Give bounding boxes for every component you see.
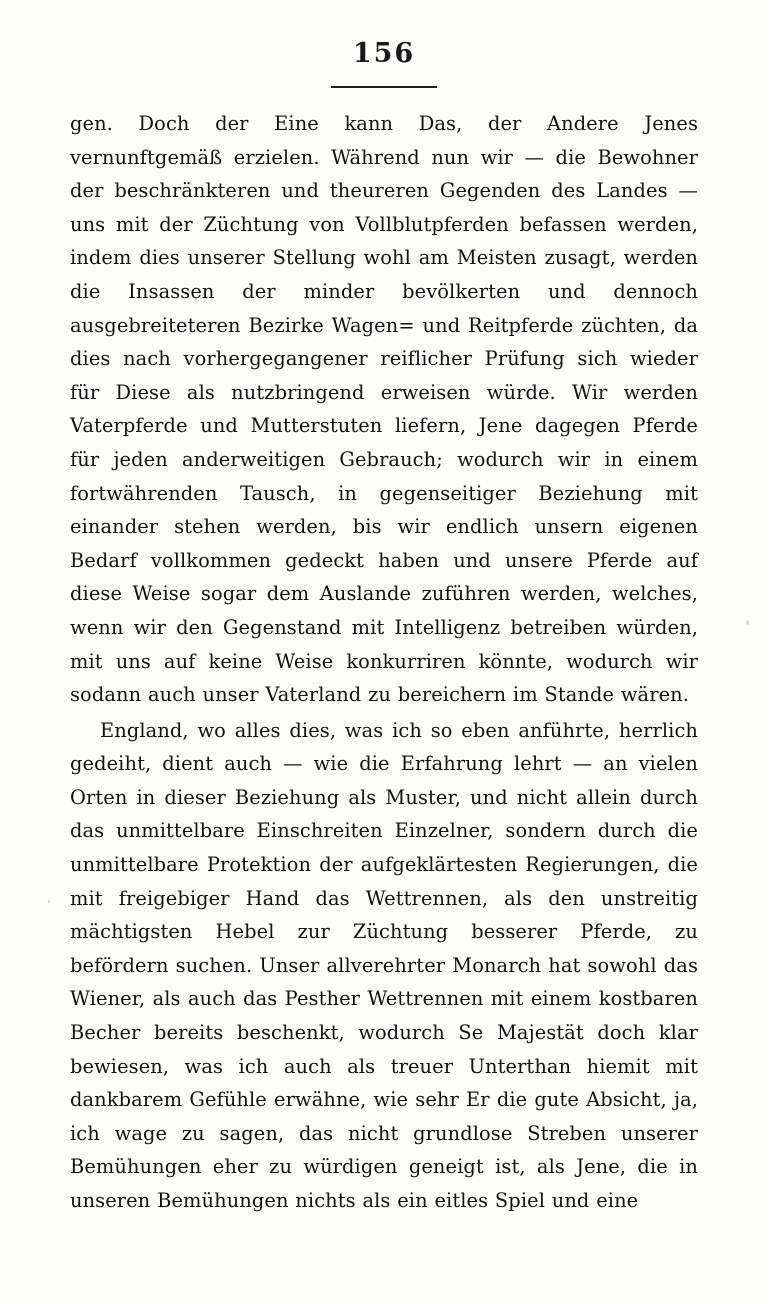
page-speck xyxy=(746,620,749,625)
page-body xyxy=(70,107,698,1218)
page-header xyxy=(0,38,768,69)
paragraph-2: England, wo alles dies, was ich so eben anführte, herrlich gedeiht, dient auch — wie die Erfahrung lehrt — an vielen Orten in dieser Beziehung als Muster, und nicht allein durch das unmittelbare Einschreiten Einzelner, sondern durch die unmittelbare Protektion der aufgeklärtesten Regierungen, die mit freigebiger Hand das Wettrennen, als den unstreitig mächtigsten Hebel zur Züchtung besserer Pferde, zu befördern suchen. Unser allverehrter Monarch hat sowohl das Wiener, als auch das Pesther Wettrennen mit einem kostbaren Becher bereits beschenkt, wodurch Se Majestät doch klar bewiesen, was ich auch als treuer Unterthan hiemit mit dankbarem Gefühle erwähne, wie sehr Er die gute Absicht, ja, ich wage zu sagen, das nicht grundlose Streben unserer Bemühungen eher zu würdigen geneigt ist, als Jene, die in unseren Bemühungen nichts als ein eitles Spiel und eine xyxy=(70,718,698,1212)
page-number: 156 xyxy=(352,38,416,69)
page-speck xyxy=(48,900,50,903)
paragraph-1: gen. Doch der Eine kann Das, der Andere Jenes vernunftgemäß erzielen. Während nun wir — die Bewohner der beschränkteren und theureren Gegenden des Landes — uns mit der Züchtung von Vollblutpferden befassen werden, indem dies unserer Stellung wohl am Meisten zusagt, werden die Insassen der minder bevölkerten und dennoch ausgebreiteteren Bezirke Wagen= und Reitpferde züchten, da dies nach vorhergegangener reiflicher Prüfung sich wieder für Diese als nutzbringend erweisen würde. Wir werden Vaterpferde und Mutterstuten liefern, Jene dagegen Pferde für jeden anderweitigen Gebrauch; wodurch wir in einem fortwährenden Tausch, in gegenseitiger Beziehung mit einander stehen werden, bis wir endlich unsern eigenen Bedarf vollkommen gedeckt haben und unsere Pferde auf diese Weise sogar dem Auslande zuführen werden, welches, wenn wir den Gegenstand mit Intelligenz betreiben würden, mit uns auf keine Weise konkurriren könnte, wodurch wir sodann auch unser Vaterland zu bereichern im Stande wären. xyxy=(70,112,698,707)
header-rule xyxy=(331,86,437,88)
